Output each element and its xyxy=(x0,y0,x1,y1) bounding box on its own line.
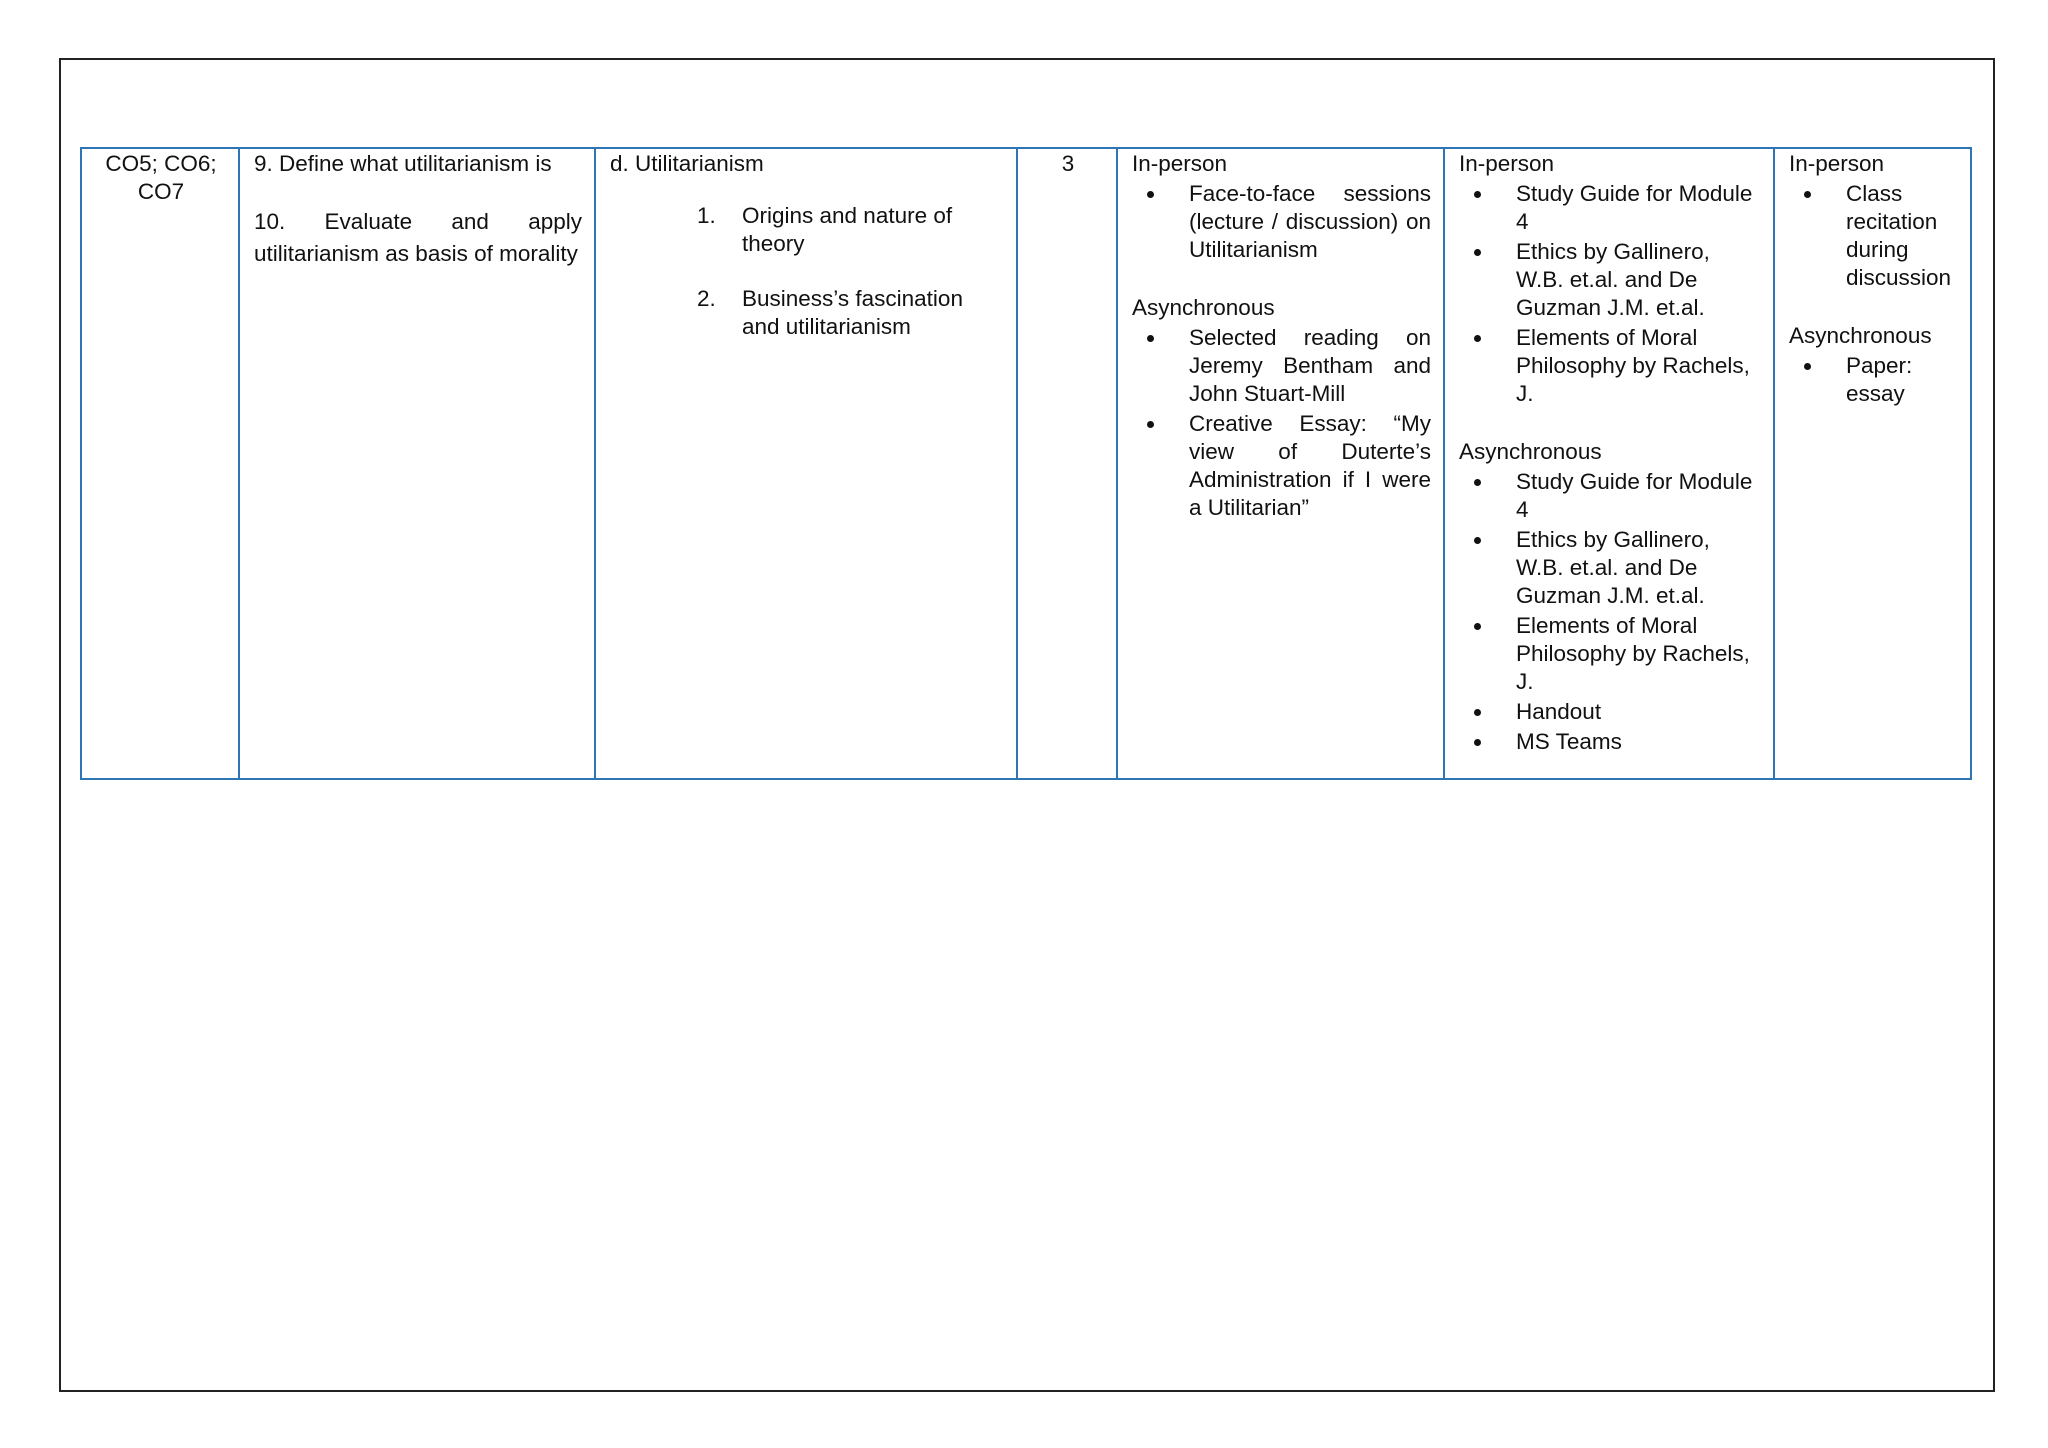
bullet-icon xyxy=(1474,739,1481,746)
bullet-icon xyxy=(1147,191,1154,198)
course-outcomes-cell xyxy=(81,148,239,779)
bullet-icon xyxy=(1147,421,1154,428)
list-item: Paper: essay xyxy=(1789,352,1958,408)
bullet-icon xyxy=(1474,537,1481,544)
list-item: Selected reading on Jeremy Bentham and John Stuart-Mill xyxy=(1132,324,1431,408)
assessment-async-list xyxy=(1789,352,1958,408)
learning-outcome-item: 10. Evaluate and apply utilitarianism as basis of morality xyxy=(254,209,582,266)
subtopic-list xyxy=(610,202,1004,341)
list-item: Study Guide for Module 4 xyxy=(1459,180,1761,236)
asynchronous-label: Asynchronous xyxy=(1459,439,1602,464)
asynchronous-label: Asynchronous xyxy=(1789,323,1932,348)
list-number: 2. xyxy=(697,286,716,311)
resources-inperson-list xyxy=(1459,180,1761,408)
bullet-icon xyxy=(1804,191,1811,198)
bullet-icon xyxy=(1474,191,1481,198)
tla-async-list xyxy=(1132,324,1431,522)
list-item xyxy=(697,202,982,258)
asynchronous-label: Asynchronous xyxy=(1132,295,1275,320)
list-item: MS Teams xyxy=(1459,728,1761,756)
resources-cell xyxy=(1444,148,1774,779)
topic-heading: d. Utilitarianism xyxy=(610,151,764,176)
list-item: Face-to-face sessions (lecture / discussion) on Utilitarianism xyxy=(1132,180,1431,264)
subtopic-text: Business’s fascination and utilitarianism xyxy=(742,286,963,339)
list-item: Class recitation during discussion xyxy=(1789,180,1958,292)
list-item: Creative Essay: “My view of Duterte’s Administration if I were a Utilitarian” xyxy=(1132,410,1431,522)
assessment-cell xyxy=(1774,148,1971,779)
resources-async-list xyxy=(1459,468,1761,756)
assessment-inperson-list xyxy=(1789,180,1958,292)
teaching-activities-cell xyxy=(1117,148,1444,779)
list-item: Ethics by Gallinero, W.B. et.al. and De Guzman J.M. et.al. xyxy=(1459,526,1761,610)
list-item: Study Guide for Module 4 xyxy=(1459,468,1761,524)
topic-cell xyxy=(595,148,1017,779)
bullet-icon xyxy=(1474,479,1481,486)
list-number: 1. xyxy=(697,203,716,228)
list-item: Ethics by Gallinero, W.B. et.al. and De Guzman J.M. et.al. xyxy=(1459,238,1761,322)
list-item: Handout xyxy=(1459,698,1761,726)
hours-value: 3 xyxy=(1061,151,1075,176)
bullet-icon xyxy=(1474,623,1481,630)
bullet-icon xyxy=(1474,249,1481,256)
bullet-icon xyxy=(1474,335,1481,342)
subtopic-text: Origins and nature of theory xyxy=(742,203,953,256)
bullet-icon xyxy=(1804,363,1811,370)
tla-inperson-list xyxy=(1132,180,1431,264)
table-row xyxy=(81,148,1971,779)
list-item xyxy=(697,285,982,341)
learning-outcomes-cell xyxy=(239,148,595,779)
syllabus-table xyxy=(80,147,1972,780)
learning-outcome-item: 9. Define what utilitarianism is xyxy=(254,151,552,176)
inperson-label: In-person xyxy=(1789,151,1885,176)
list-item: Elements of Moral Philosophy by Rachels, J. xyxy=(1459,324,1761,408)
inperson-label: In-person xyxy=(1132,151,1228,176)
bullet-icon xyxy=(1147,335,1154,342)
inperson-label: In-person xyxy=(1459,151,1555,176)
bullet-icon xyxy=(1474,709,1481,716)
course-outcomes-text: CO5; CO6; CO7 xyxy=(105,151,217,204)
hours-cell xyxy=(1017,148,1117,779)
list-item: Elements of Moral Philosophy by Rachels, J. xyxy=(1459,612,1761,696)
